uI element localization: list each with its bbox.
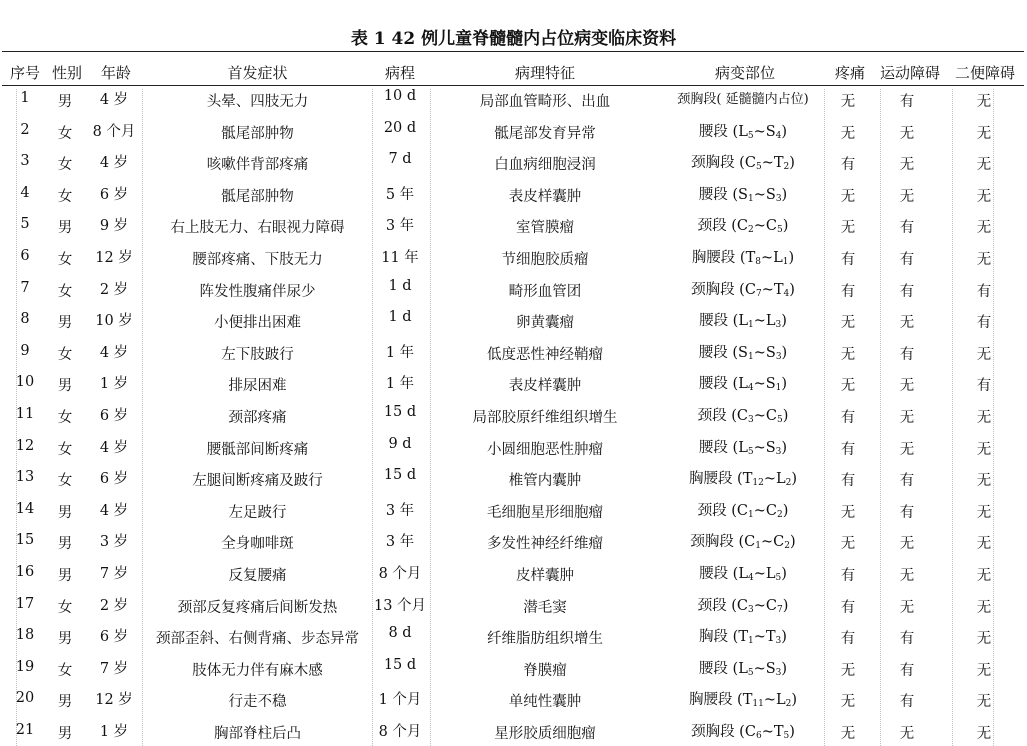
cell-symptom: 颈部反复疼痛后间断发热 (177, 599, 338, 616)
cell-pain: 有 (840, 410, 856, 426)
cell-symptom: 右上肢无力、右眼视力障碍 (170, 220, 345, 237)
cell-age: 9 岁 (99, 218, 129, 235)
cell-pathology: 低度恶性神经鞘瘤 (487, 346, 603, 363)
cell-symptom: 头晕、四肢无力 (206, 94, 309, 110)
cell-sex: 男 (57, 378, 73, 395)
cell-age: 4 岁 (99, 439, 129, 456)
cell-pain: 无 (840, 694, 856, 711)
cell-pathology: 表皮样囊肿 (508, 378, 582, 395)
col-header-sex: 性别 (51, 64, 82, 82)
cell-no: 12 (15, 437, 35, 454)
cell-sex: 男 (57, 536, 73, 553)
cell-symptom: 咳嗽伴背部疼痛 (206, 157, 309, 174)
cell-pain: 有 (840, 599, 856, 616)
cell-pain: 无 (840, 504, 856, 521)
cell-pain: 无 (840, 125, 856, 142)
cell-no: 1 (20, 90, 30, 106)
cell-motor: 无 (899, 125, 915, 142)
col-header-symptom: 首发症状 (227, 64, 288, 82)
col-header-motor: 运动障碍 (879, 64, 940, 82)
col-header-age: 年龄 (100, 64, 131, 82)
cell-pathology: 星形胶质细胞瘤 (494, 726, 596, 742)
cell-pathology: 潜毛窦 (523, 599, 567, 616)
cell-symptom: 左足跛行 (228, 504, 287, 521)
cell-motor: 有 (899, 631, 915, 648)
cell-symptom: 行走不稳 (228, 694, 287, 711)
cell-symptom: 骶尾部肿物 (221, 188, 294, 205)
cell-sex: 男 (57, 568, 73, 584)
cell-symptom: 排尿困难 (228, 378, 287, 395)
cell-course: 3 年 (385, 218, 415, 235)
cell-pain: 无 (840, 94, 856, 110)
cell-motor: 有 (899, 94, 915, 110)
cell-age: 4 岁 (99, 344, 129, 361)
cell-course: 10 d (383, 88, 417, 104)
cell-sex: 男 (57, 504, 73, 521)
cell-no: 16 (15, 564, 35, 580)
cell-pain: 有 (840, 473, 856, 490)
cell-motor: 无 (899, 536, 915, 553)
cell-symptom: 腰部疼痛、下肢无力 (192, 252, 323, 268)
cell-sex: 男 (57, 694, 73, 711)
cell-age: 7 岁 (99, 660, 129, 677)
cell-age: 12 岁 (95, 692, 133, 709)
cell-motor: 无 (899, 726, 915, 742)
cell-course: 1 d (388, 309, 412, 326)
cell-bowel: 无 (976, 662, 992, 679)
cell-bowel: 无 (976, 157, 992, 174)
cell-pathology: 小圆细胞恶性肿瘤 (487, 441, 603, 458)
cell-no: 11 (15, 406, 35, 422)
cell-pain: 有 (840, 283, 856, 300)
cell-pain: 有 (840, 441, 856, 458)
cell-pathology: 卵黄囊瘤 (516, 315, 574, 332)
col-header-course: 病程 (384, 64, 415, 82)
cell-site: 颈胸段( 延髓髓内占位) (677, 92, 809, 107)
cell-age: 6 岁 (99, 629, 129, 646)
cell-pain: 无 (840, 378, 856, 395)
cell-site: 颈胸段 $(C_5\sim T_2)$ (691, 155, 795, 173)
cell-sex: 女 (57, 473, 73, 490)
col-header-bowel: 二便障碍 (954, 64, 1015, 82)
cell-sex: 男 (57, 220, 73, 237)
cell-pathology: 毛细胞星形细胞瘤 (487, 504, 603, 521)
cell-pathology: 畸形血管团 (508, 283, 582, 300)
cell-pain: 无 (840, 726, 856, 742)
cell-no: 13 (15, 469, 35, 486)
cell-motor: 有 (899, 504, 915, 521)
cell-motor: 有 (899, 662, 915, 679)
cell-symptom: 骶尾部肿物 (221, 125, 294, 142)
cell-bowel: 无 (976, 220, 992, 237)
cell-motor: 有 (899, 252, 915, 268)
cell-no: 9 (20, 342, 30, 359)
cell-site: 颈段 $(C_2\sim C_5)$ (697, 218, 789, 236)
cell-site: 颈胸段 $(C_6\sim T_5)$ (691, 724, 795, 741)
header-rule (2, 85, 1024, 86)
cell-age: 4 岁 (99, 502, 129, 519)
cell-no: 19 (15, 658, 35, 675)
cell-bowel: 有 (976, 283, 992, 300)
cell-pain: 无 (840, 188, 856, 205)
cell-symptom: 肢体无力伴有麻木感 (192, 662, 323, 679)
cell-sex: 男 (57, 726, 73, 742)
cell-pathology: 节细胞胶质瘤 (501, 252, 589, 268)
cell-pain: 有 (840, 631, 856, 648)
cell-age: 10 岁 (95, 313, 133, 330)
cell-symptom: 颈部疼痛 (228, 410, 287, 426)
col-header-no: 序号 (9, 64, 40, 82)
cell-site: 颈胸段 $(C_7\sim T_4)$ (691, 281, 795, 299)
cell-motor: 无 (899, 410, 915, 426)
cell-pathology: 皮样囊肿 (516, 568, 574, 584)
cell-motor: 无 (899, 441, 915, 458)
cell-bowel: 无 (976, 125, 992, 142)
cell-age: 4 岁 (99, 155, 129, 172)
cell-site: 颈段 $(C_3\sim C_5)$ (697, 408, 789, 425)
cell-age: 7 岁 (99, 566, 129, 582)
cell-pain: 无 (840, 662, 856, 679)
cell-age: 6 岁 (99, 186, 129, 203)
cell-no: 20 (15, 690, 35, 707)
cell-no: 21 (15, 722, 35, 738)
cell-course: 20 d (383, 119, 417, 136)
cell-bowel: 无 (976, 441, 992, 458)
cell-age: 2 岁 (99, 281, 129, 298)
col-header-site: 病变部位 (714, 64, 775, 82)
cell-no: 15 (15, 532, 35, 549)
cell-no: 3 (20, 153, 30, 170)
cell-pathology: 表皮样囊肿 (508, 188, 582, 205)
cell-pathology: 白血病细胞浸润 (494, 157, 596, 174)
cell-symptom: 胸部脊柱后凸 (214, 726, 301, 742)
cell-site: 胸腰段 $(T_8\sim L_1)$ (691, 250, 795, 267)
cell-pathology: 局部胶原纤维组织增生 (472, 410, 618, 426)
cell-pain: 无 (840, 346, 856, 363)
cell-motor: 有 (899, 473, 915, 490)
cell-symptom: 左腿间断疼痛及跛行 (192, 473, 323, 490)
cell-age: 6 岁 (99, 471, 129, 488)
cell-site: 腰段 $(L_5\sim S_3)$ (698, 439, 788, 457)
cell-bowel: 无 (976, 504, 992, 521)
cell-site: 腰段 $(L_1\sim L_3)$ (699, 313, 787, 331)
cell-sex: 女 (57, 662, 73, 679)
cell-sex: 女 (57, 346, 73, 363)
cell-course: 8 个月 (378, 566, 422, 582)
cell-pain: 无 (840, 536, 856, 553)
cell-no: 17 (15, 595, 35, 612)
table-title: 表 1 42 例儿童脊髓髓内占位病变临床资料 (350, 29, 677, 49)
cell-motor: 有 (899, 283, 915, 300)
cell-course: 3 年 (385, 534, 415, 551)
cell-sex: 女 (57, 188, 73, 205)
cell-sex: 女 (57, 157, 73, 174)
cell-site: 腰段 $(S_1\sim S_3)$ (698, 344, 788, 362)
cell-age: 3 岁 (99, 534, 129, 551)
cell-sex: 女 (57, 599, 73, 616)
cell-course: 8 个月 (378, 724, 422, 740)
cell-bowel: 无 (976, 473, 992, 490)
cell-bowel: 无 (976, 252, 992, 268)
cell-pathology: 骶尾部发育异常 (494, 125, 596, 142)
cell-age: 2 岁 (99, 597, 129, 614)
column-guide (952, 89, 953, 746)
cell-pathology: 多发性神经纤维瘤 (487, 536, 603, 553)
cell-motor: 无 (899, 599, 915, 616)
cell-course: 15 d (383, 467, 417, 484)
cell-site: 胸腰段 $(T_{11}\sim L_2)$ (688, 692, 798, 710)
column-guide (880, 89, 881, 746)
cell-no: 14 (15, 500, 35, 517)
cell-site: 颈胸段 $(C_1\sim C_2)$ (690, 534, 796, 552)
cell-sex: 女 (57, 283, 73, 300)
cell-site: 腰段 $(L_4\sim L_5)$ (699, 566, 787, 583)
cell-course: 11 年 (381, 250, 419, 266)
top-rule (2, 51, 1024, 52)
cell-bowel: 有 (976, 378, 992, 395)
col-header-pathology: 病理特征 (514, 64, 575, 82)
cell-bowel: 无 (976, 410, 992, 426)
cell-bowel: 无 (976, 188, 992, 205)
cell-pain: 有 (840, 568, 856, 584)
cell-no: 7 (20, 279, 30, 296)
cell-pain: 有 (840, 157, 856, 174)
cell-course: 1 d (388, 277, 412, 294)
cell-sex: 男 (57, 631, 73, 648)
cell-course: 1 个月 (378, 692, 422, 709)
cell-no: 5 (20, 216, 30, 233)
cell-bowel: 无 (976, 568, 992, 584)
cell-course: 1 年 (385, 376, 415, 393)
cell-bowel: 无 (976, 94, 992, 110)
cell-bowel: 有 (976, 315, 992, 332)
cell-pathology: 室管膜瘤 (516, 220, 574, 237)
cell-symptom: 左下肢跛行 (221, 346, 294, 363)
cell-symptom: 全身咖啡斑 (221, 536, 294, 553)
cell-bowel: 无 (976, 536, 992, 553)
cell-site: 胸段 $(T_1\sim T_3)$ (699, 629, 787, 647)
cell-course: 7 d (388, 151, 412, 168)
cell-symptom: 颈部歪斜、右侧背痛、步态异常 (156, 631, 359, 648)
cell-pathology: 单纯性囊肿 (508, 694, 582, 711)
cell-no: 6 (20, 248, 30, 264)
cell-course: 15 d (383, 404, 417, 420)
cell-site: 颈段 $(C_1\sim C_2)$ (697, 502, 789, 520)
cell-site: 腰段 $(S_1\sim S_3)$ (698, 186, 788, 204)
cell-site: 颈段 $(C_3\sim C_7)$ (697, 597, 789, 615)
cell-course: 3 年 (385, 502, 415, 519)
cell-no: 10 (15, 374, 35, 391)
cell-age: 4 岁 (99, 92, 129, 108)
cell-motor: 无 (899, 157, 915, 174)
cell-no: 18 (15, 627, 35, 644)
cell-course: 9 d (388, 435, 412, 452)
cell-sex: 女 (57, 441, 73, 458)
cell-bowel: 无 (976, 631, 992, 648)
cell-pain: 有 (840, 252, 856, 268)
cell-motor: 无 (899, 315, 915, 332)
cell-motor: 有 (899, 346, 915, 363)
cell-pathology: 局部血管畸形、出血 (479, 94, 611, 110)
cell-no: 2 (20, 121, 30, 138)
cell-age: 1 岁 (99, 724, 129, 740)
cell-site: 胸腰段 $(T_{12}\sim L_2)$ (688, 471, 798, 489)
cell-sex: 女 (57, 252, 73, 268)
cell-age: 8 个月 (92, 123, 136, 140)
cell-sex: 女 (57, 125, 73, 142)
cell-pain: 无 (840, 315, 856, 332)
cell-bowel: 无 (976, 599, 992, 616)
cell-symptom: 阵发性腹痛伴尿少 (199, 283, 316, 300)
cell-course: 1 年 (385, 344, 415, 361)
col-header-pain: 疼痛 (834, 64, 865, 82)
cell-bowel: 无 (976, 694, 992, 711)
cell-sex: 女 (57, 410, 73, 426)
cell-symptom: 反复腰痛 (228, 568, 287, 584)
cell-course: 8 d (388, 625, 412, 642)
column-guide (142, 89, 143, 746)
cell-symptom: 小便排出困难 (214, 315, 301, 332)
cell-bowel: 无 (976, 346, 992, 363)
cell-age: 12 岁 (95, 250, 133, 266)
cell-course: 13 个月 (373, 597, 427, 614)
cell-no: 8 (20, 311, 30, 328)
cell-pain: 无 (840, 220, 856, 237)
cell-sex: 男 (57, 94, 73, 110)
cell-sex: 男 (57, 315, 73, 332)
cell-age: 1 岁 (99, 376, 129, 393)
cell-motor: 无 (899, 378, 915, 395)
cell-motor: 无 (899, 188, 915, 205)
cell-site: 腰段 $(L_5\sim S_4)$ (698, 123, 788, 141)
cell-age: 6 岁 (99, 408, 129, 424)
cell-pathology: 椎管内囊肿 (508, 473, 582, 490)
cell-motor: 有 (899, 694, 915, 711)
cell-bowel: 无 (976, 726, 992, 742)
cell-motor: 无 (899, 568, 915, 584)
cell-motor: 有 (899, 220, 915, 237)
cell-course: 5 年 (385, 186, 415, 203)
cell-site: 腰段 $(L_4\sim S_1)$ (698, 376, 788, 394)
cell-site: 腰段 $(L_5\sim S_3)$ (698, 660, 788, 678)
cell-course: 15 d (383, 656, 417, 673)
cell-no: 4 (20, 184, 30, 201)
cell-pathology: 纤维脂肪组织增生 (487, 631, 603, 648)
cell-pathology: 脊膜瘤 (523, 662, 567, 679)
cell-symptom: 腰骶部间断疼痛 (206, 441, 309, 458)
